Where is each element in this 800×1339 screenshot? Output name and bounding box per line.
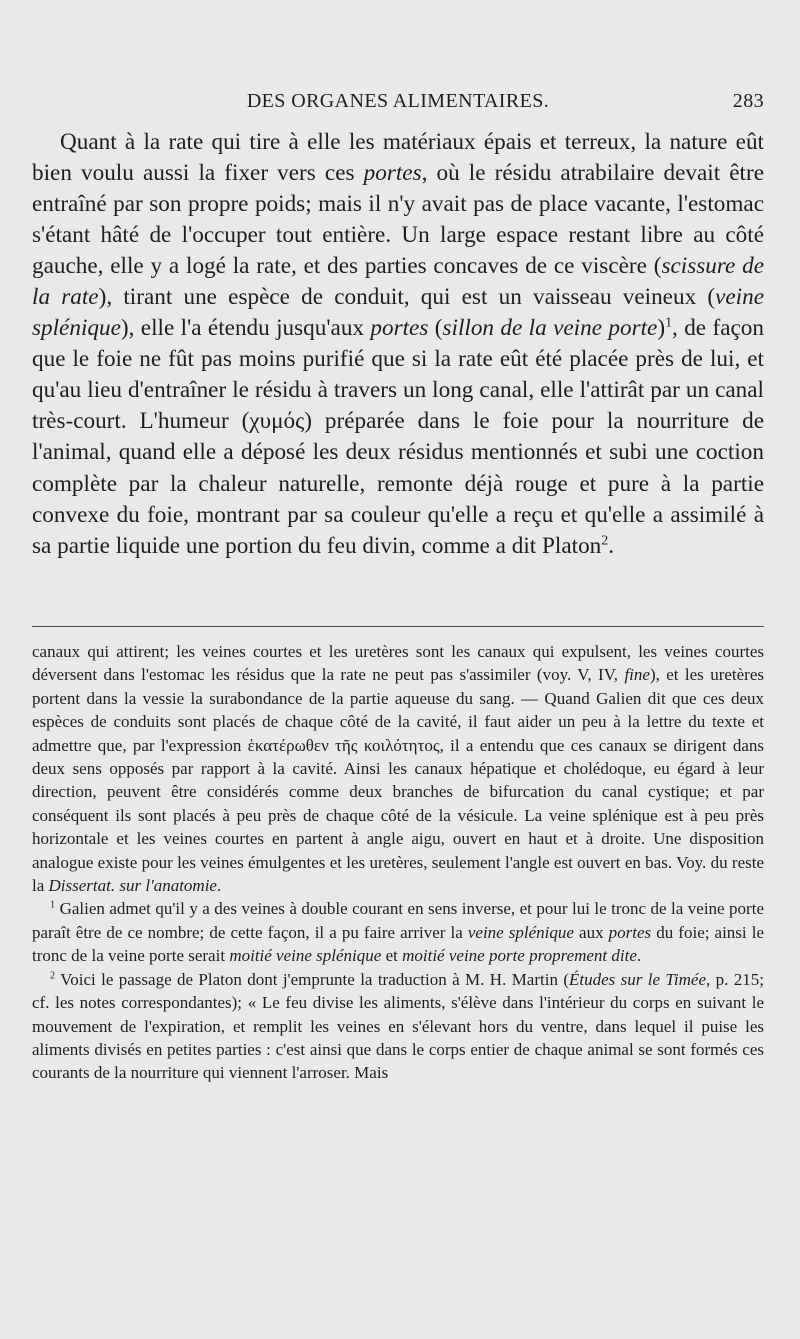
italic-term: Dissertat. sur l'anatomie — [48, 876, 217, 896]
footnote-continuation — [32, 640, 764, 897]
footnote-mark: 1 — [50, 899, 56, 911]
text-run: aux — [573, 922, 609, 942]
italic-term: portes — [370, 315, 429, 342]
text-run: canaux qui attirent; les veines courtes et les uretères sont les canaux qui expulsent, les veines courtes déversent dans l'estomac les résidus que la rate ne peut pas s'assimiler (voy. V, IV, — [32, 642, 764, 685]
footnote-1 — [32, 897, 764, 967]
italic-term: portes — [608, 922, 652, 942]
text-run: Galien admet qu'il y a des veines à double courant en sens inverse, et pour lui le tronc de la veine porte paraît être de ce nombre; de cette façon, il a pu faire arriver la — [32, 899, 764, 942]
italic-term: sillon de la veine porte — [442, 315, 658, 342]
footnote-2 — [32, 968, 764, 1085]
italic-term: moitié veine splénique — [229, 946, 382, 966]
text-run: et — [381, 946, 403, 966]
footnotes — [32, 640, 764, 1085]
text-run: . — [216, 876, 222, 896]
text-run: ), tirant une espèce de conduit, qui est un vaisseau veineux ( — [98, 284, 716, 311]
footnote-ref-2[interactable]: 2 — [601, 532, 609, 548]
text-run: , de façon que le foie ne fût pas moins purifié que si la rate eût été placée près de lui, et qu'au lieu d'entraîner le résidu à travers un long canal, elle l'attirât par un canal très-court. L'humeur (χυμός) préparée dans le foie pour la nourriture de l'animal, quand elle a déposé les deux résidus mentionnés et subi une coction complète par la chaleur naturelle, remonte déjà rouge et pure à la partie convexe du foie, montrant par sa couleur qu'elle a reçu et qu'elle a assimilé à sa partie liquide une portion du feu divin, comme a dit Platon — [32, 315, 764, 559]
text-run: , p. 215; cf. les notes correspondantes); « Le feu divise les aliments, s'élève dans l'intérieur du corps en suivant le mouvement de l'expiration, et remplit les veines en s'élevant hors du ventre, dans lequel il puise les aliments divisés en petites parties : c'est ainsi que dans le corps entier de chaque animal se sont formés ces courants de la nourriture qui viennent l'arroser. Mais — [32, 969, 764, 1083]
text-run: . — [636, 946, 642, 966]
footnote-mark: 2 — [50, 970, 56, 982]
italic-term: scissure de la rate — [32, 253, 764, 311]
footnote-divider — [32, 626, 764, 627]
text-run: ) — [657, 315, 666, 342]
text-run: ), et les uretères portent dans la vessie la surabondance de la partie aqueuse du sang. — Quand Galien dit que ces deux espèces de conduits sont placés de chaque côté de la cavité, il faut aider un peu à la lettre du texte et admettre que, par l'expression ἑκατέρωθεν τῆς κοιλότητος, il a entendu que ces canaux se dirigent dans deux sens opposés par rapport à la cavité. Ainsi les canaux hépatique et cholédoque, eu égard à leur direction, peuvent être considérés comme deux branches de bifurcation du canal cystique; et par conséquent ils sont placés à peu près de chaque côté de la vésicule. La veine splénique est à peu près horizontale et les veines courtes en partent à angle aigu, ouvert en haut et à droite. Une disposition analogue existe pour les veines émulgentes et les uretères, seulement l'angle est ouvert en bas. Voy. du reste la — [32, 665, 764, 896]
main-paragraph — [32, 127, 764, 562]
italic-term: veine splénique — [467, 922, 574, 942]
text-run: Voici le passage de Platon dont j'emprunte la traduction à M. H. Martin ( — [55, 969, 569, 989]
text-run: , où le résidu atrabilaire devait être entraîné par son propre poids; mais il n'y avait pas de place vacante, l'estomac s'étant hâté de l'occuper tout entière. Un large espace restant libre au côté gauche, elle y a logé la rate, et des parties concaves de ce viscère ( — [32, 160, 765, 280]
italic-term: veine splénique — [32, 284, 765, 342]
italic-term: fine — [624, 665, 650, 685]
text-run: ( — [428, 315, 443, 342]
running-header — [32, 90, 764, 120]
text-run: ), elle l'a étendu jusqu'aux — [120, 315, 371, 342]
italic-term: moitié veine porte proprement dite — [402, 946, 637, 966]
text-run: du foie; ainsi le tronc de la veine porte serait — [32, 922, 764, 966]
italic-term: portes — [363, 160, 422, 187]
italic-term: Études sur le Timée — [569, 969, 706, 989]
page-number: 283 — [732, 90, 764, 112]
text-run: . — [608, 532, 615, 559]
main-text — [32, 127, 764, 562]
text-run: Quant à la rate qui tire à elle les matériaux épais et terreux, la nature eût bien voulu aussi la fixer vers ces — [32, 129, 764, 187]
footnote-ref-1[interactable]: 1 — [665, 315, 673, 331]
running-title: DES ORGANES ALIMENTAIRES. — [246, 90, 550, 112]
